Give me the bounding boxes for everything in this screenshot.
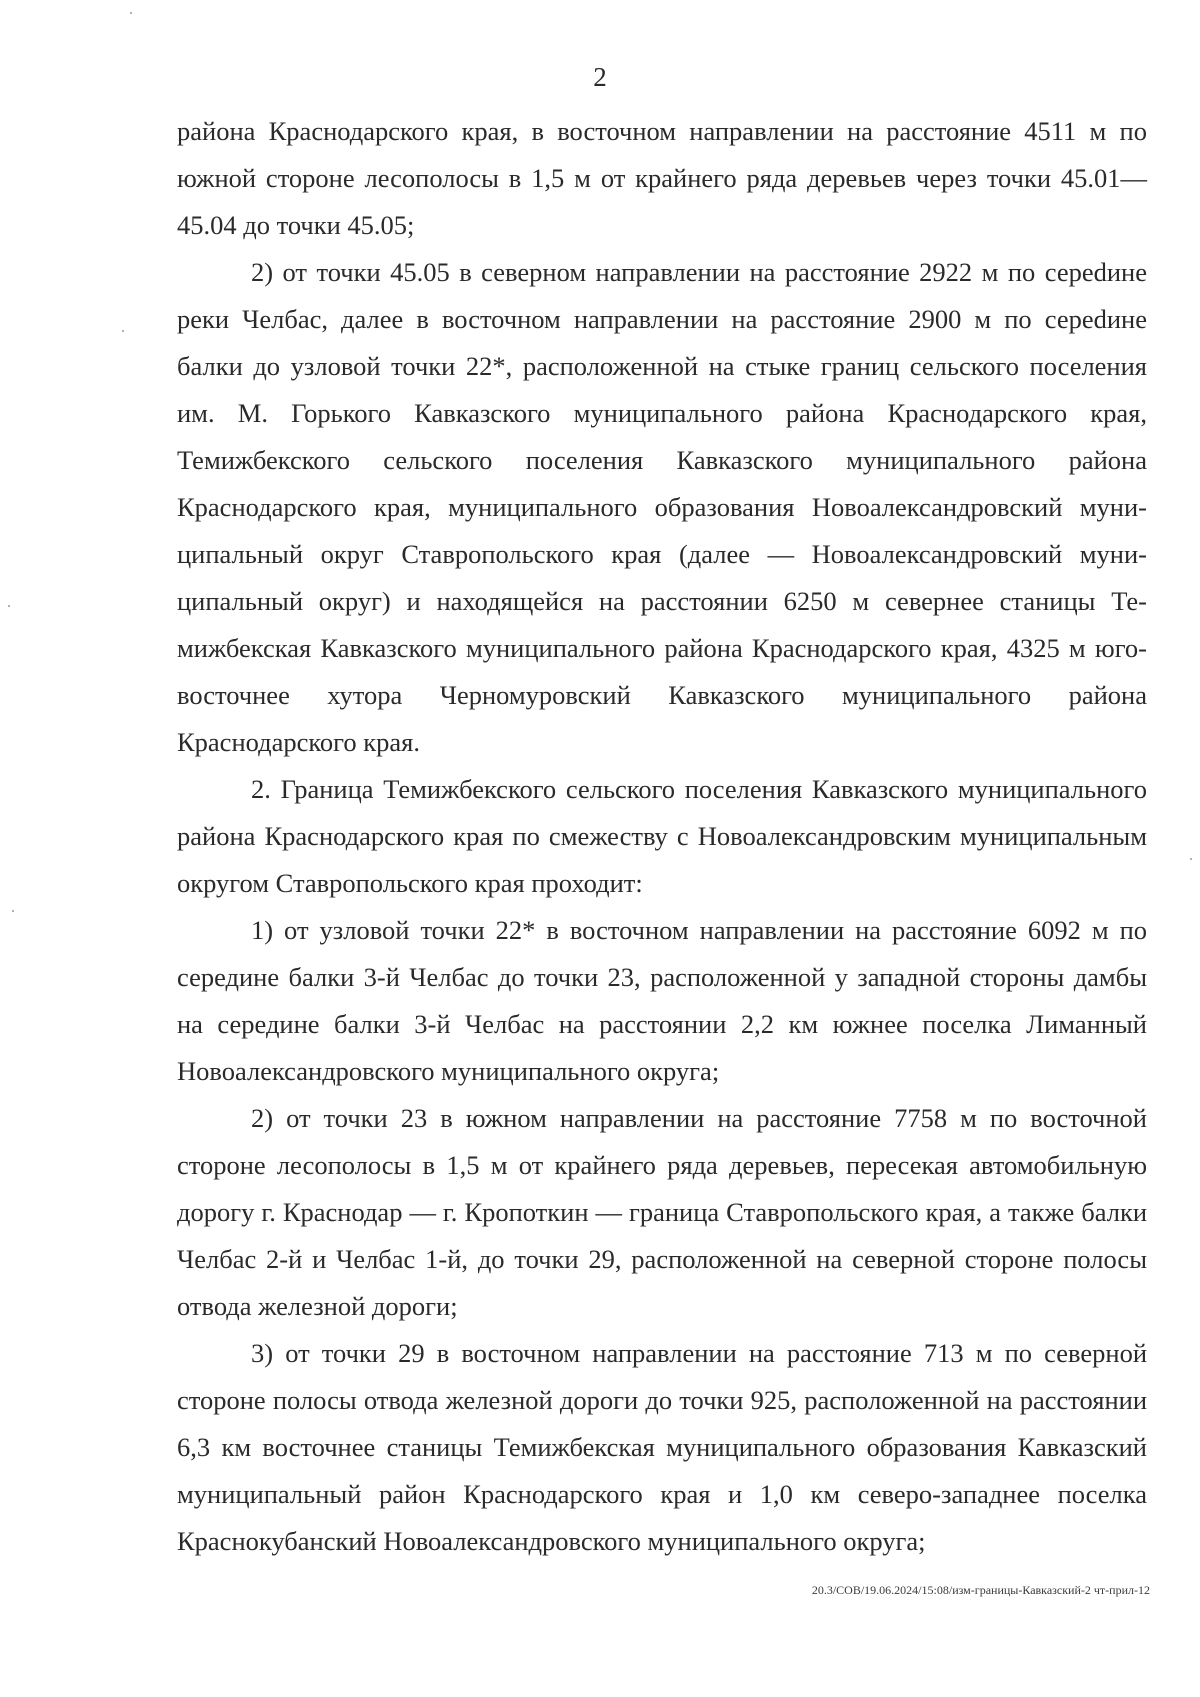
scan-speck (8, 605, 10, 607)
paragraph-subitem-3: 3) от точки 29 в восточном направлении на расстояние 713 м по северной стороне полосы отвода железной дороги до точки 925, расположенной на расстоянии 6,3 км восточнее станицы Темижбекская муниципального образования Кавказский муниципальный район Краснодарского края и 1,0 км северо-западнее поселка Краснокубанский Новоалександровского муниципального округа; (177, 1338, 1147, 1556)
scan-speck (130, 12, 132, 14)
scan-speck (1190, 858, 1192, 860)
document-footer-code: 20.3/СОВ/19.06.2024/15:08/изм-границы-Кавказский-2 чт-прил-12 (811, 1583, 1150, 1597)
document-body (177, 108, 1147, 1565)
paragraph-continuation: района Краснодарского края, в восточном направлении на расстояние 4511 м по южной стороне лесополосы в 1,5 м от крайнего ряда деревьев через точки 45.01—45.04 до точки 45.05; (177, 116, 1147, 240)
scan-speck (122, 330, 124, 332)
paragraph-section-2: 2. Граница Темижбекского сельского поселения Кавказского муниципального района Краснодарского края по смежеству с Новоалександровским муниципальным округом Ставропольского края проходит: (177, 774, 1147, 898)
scan-speck (12, 910, 14, 912)
paragraph-item-2: 2) от точки 45.05 в северном направлении на расстояние 2922 м по сереdине реки Челбас, далее в восточном направлении на расстояние 2900 м по сереdине балки до узловой точки 22*, расположенной на стыке границ сельского поселения им. М. Горького Кавказского муниципального района Краснодарского края, Темижбекского сельского поселения Кавказского муниципального района Краснодарского края, муниципального образования Новоалександровский муниципальный округ Ставропольского края (далее — Новоалександровский муниципальный округ) и находящейся на расстоянии 6250 м севернее станицы Темижбекская Кавказского муниципального района Краснодарского края, 4325 м юго-восточнее хутора Черномуровский Кавказского муниципального района Краснодарского края. (177, 257, 1147, 757)
paragraph-subitem-2: 2) от точки 23 в южном направлении на расстояние 7758 м по восточной стороне лесополосы в 1,5 м от крайнего ряда деревьев, пересекая автомобильную дорогу г. Краснодар — г. Кропоткин — граница Ставропольского края, а также балки Челбас 2-й и Челбас 1-й, до точки 29, расположенной на северной стороне полосы отвода железной дороги; (177, 1103, 1147, 1321)
paragraph-subitem-1: 1) от узловой точки 22* в восточном направлении на расстояние 6092 м по середине балки 3-й Челбас до точки 23, расположенной у западной стороны дамбы на середине балки 3-й Челбас на расстоянии 2,2 км южнее поселка Лиманный Новоалександровского муниципального округа; (177, 915, 1147, 1086)
page-number: 2 (593, 62, 607, 92)
